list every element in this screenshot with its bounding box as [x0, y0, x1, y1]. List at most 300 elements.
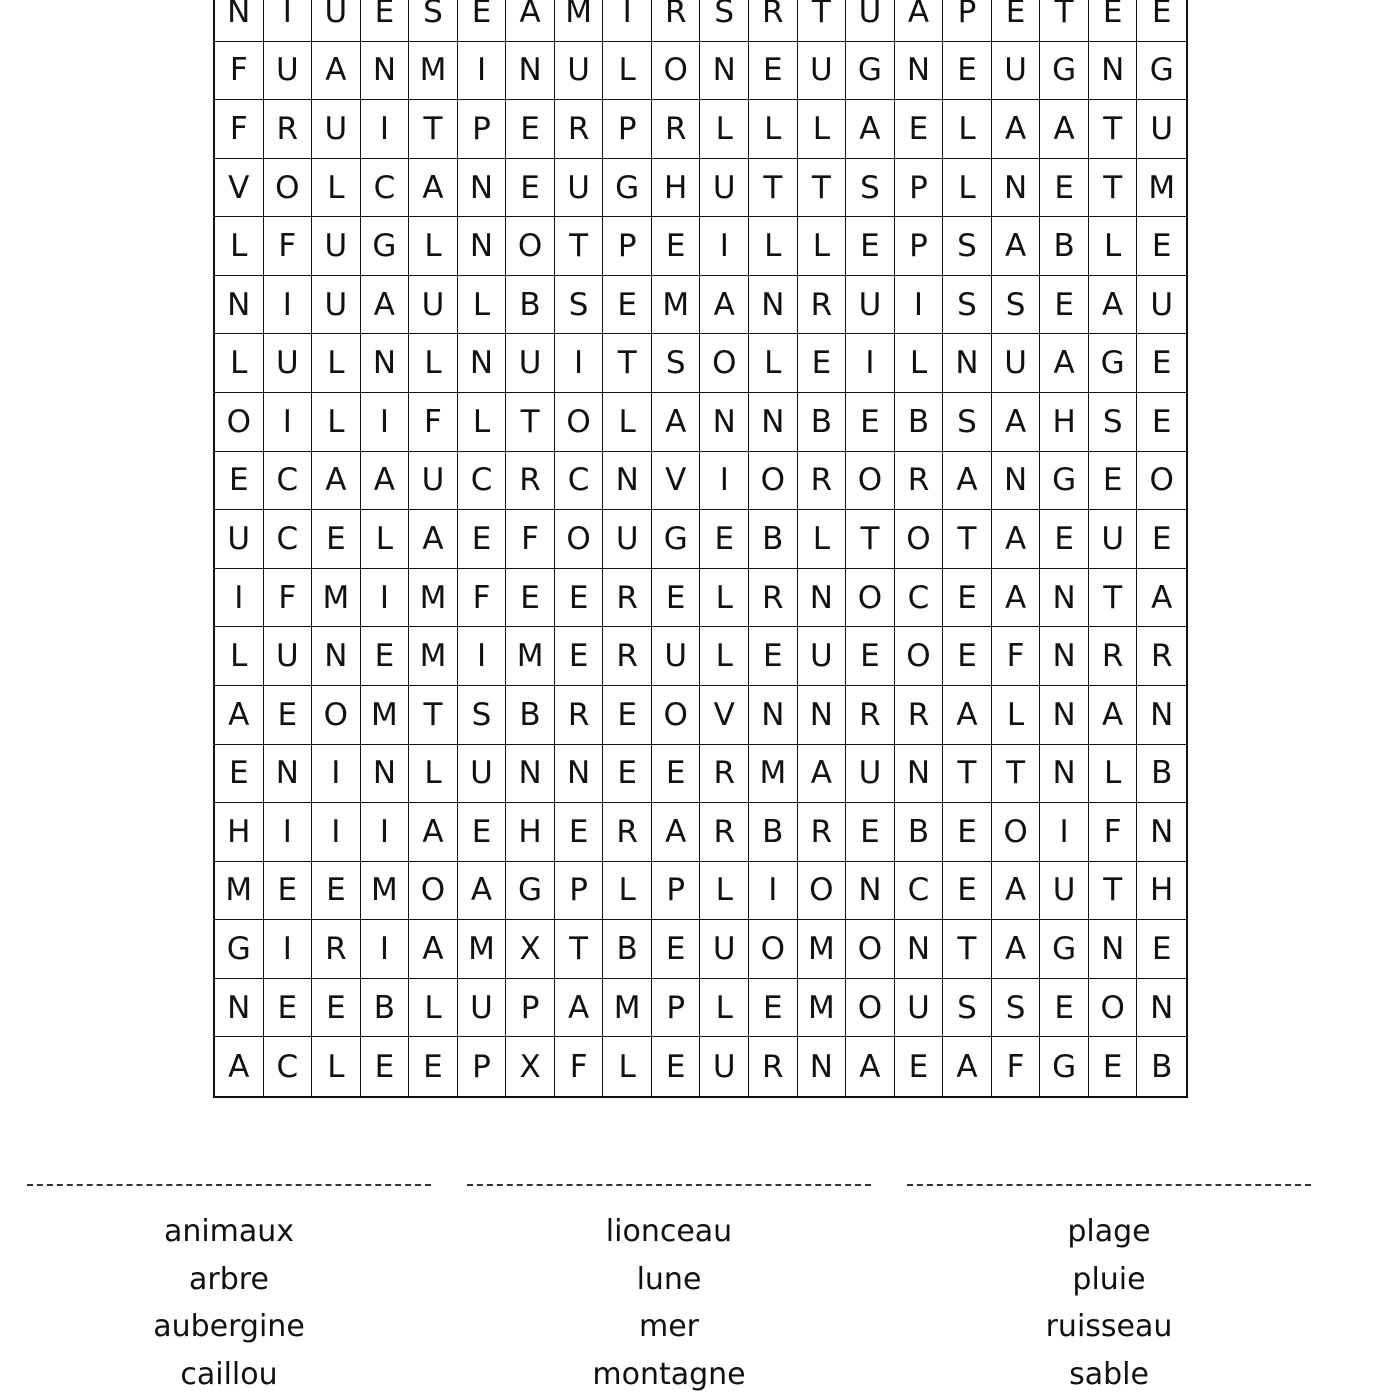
grid-cell[interactable]: S	[992, 979, 1041, 1038]
grid-cell[interactable]: C	[458, 452, 507, 511]
grid-cell[interactable]: T	[506, 393, 555, 452]
grid-cell[interactable]: E	[943, 569, 992, 628]
grid-cell[interactable]: B	[361, 979, 410, 1038]
grid-cell[interactable]: E	[555, 803, 604, 862]
grid-cell[interactable]: N	[603, 452, 652, 511]
grid-cell[interactable]: U	[312, 276, 361, 335]
grid-cell[interactable]: U	[264, 42, 313, 101]
grid-cell[interactable]: E	[992, 0, 1041, 42]
grid-cell[interactable]: A	[409, 159, 458, 218]
grid-cell[interactable]: O	[1137, 452, 1186, 511]
grid-cell[interactable]: A	[555, 979, 604, 1038]
grid-cell[interactable]: U	[798, 627, 847, 686]
grid-cell[interactable]: L	[215, 334, 264, 393]
grid-cell[interactable]: I	[361, 100, 410, 159]
grid-cell[interactable]: E	[943, 803, 992, 862]
grid-cell[interactable]: E	[652, 745, 701, 804]
grid-cell[interactable]: O	[215, 393, 264, 452]
grid-cell[interactable]: T	[603, 334, 652, 393]
grid-cell[interactable]: L	[943, 159, 992, 218]
grid-cell[interactable]: R	[312, 920, 361, 979]
grid-cell[interactable]: G	[361, 217, 410, 276]
grid-cell[interactable]: O	[846, 569, 895, 628]
grid-cell[interactable]: A	[458, 862, 507, 921]
grid-cell[interactable]: E	[555, 627, 604, 686]
word-list-item[interactable]: pluie	[1072, 1261, 1146, 1297]
grid-cell[interactable]: T	[943, 745, 992, 804]
grid-cell[interactable]: N	[749, 393, 798, 452]
grid-cell[interactable]: M	[312, 569, 361, 628]
grid-cell[interactable]: L	[409, 334, 458, 393]
grid-cell[interactable]: A	[1040, 100, 1089, 159]
grid-cell[interactable]: F	[1089, 803, 1138, 862]
grid-cell[interactable]: C	[895, 569, 944, 628]
grid-cell[interactable]: B	[749, 803, 798, 862]
grid-cell[interactable]: L	[458, 276, 507, 335]
grid-cell[interactable]: O	[555, 393, 604, 452]
grid-cell[interactable]: E	[458, 510, 507, 569]
grid-cell[interactable]: F	[458, 569, 507, 628]
grid-cell[interactable]: T	[409, 100, 458, 159]
grid-cell[interactable]: R	[895, 686, 944, 745]
grid-cell[interactable]: X	[506, 920, 555, 979]
grid-cell[interactable]: I	[361, 920, 410, 979]
grid-cell[interactable]: O	[846, 979, 895, 1038]
grid-cell[interactable]: X	[506, 1037, 555, 1096]
grid-cell[interactable]: C	[264, 510, 313, 569]
grid-cell[interactable]: I	[895, 276, 944, 335]
grid-cell[interactable]: U	[1137, 100, 1186, 159]
grid-cell[interactable]: V	[215, 159, 264, 218]
grid-cell[interactable]: R	[846, 686, 895, 745]
grid-cell[interactable]: F	[992, 627, 1041, 686]
grid-cell[interactable]: E	[603, 276, 652, 335]
grid-cell[interactable]: S	[992, 276, 1041, 335]
grid-cell[interactable]: H	[1040, 393, 1089, 452]
grid-cell[interactable]: H	[1137, 862, 1186, 921]
grid-cell[interactable]: O	[506, 217, 555, 276]
grid-cell[interactable]: S	[555, 276, 604, 335]
grid-cell[interactable]: M	[506, 627, 555, 686]
grid-cell[interactable]: H	[215, 803, 264, 862]
grid-cell[interactable]: E	[1137, 920, 1186, 979]
grid-cell[interactable]: U	[700, 1037, 749, 1096]
grid-cell[interactable]: I	[700, 217, 749, 276]
grid-cell[interactable]: U	[846, 0, 895, 42]
grid-cell[interactable]: O	[992, 803, 1041, 862]
grid-cell[interactable]: B	[506, 276, 555, 335]
grid-cell[interactable]: E	[409, 1037, 458, 1096]
grid-cell[interactable]: U	[652, 627, 701, 686]
grid-cell[interactable]: L	[700, 627, 749, 686]
grid-cell[interactable]: E	[652, 920, 701, 979]
grid-cell[interactable]: M	[409, 42, 458, 101]
grid-cell[interactable]: E	[749, 627, 798, 686]
grid-cell[interactable]: E	[798, 334, 847, 393]
grid-cell[interactable]: I	[264, 393, 313, 452]
grid-cell[interactable]: C	[555, 452, 604, 511]
word-list-item[interactable]: arbre	[189, 1261, 269, 1297]
grid-cell[interactable]: L	[749, 217, 798, 276]
grid-cell[interactable]: L	[943, 100, 992, 159]
grid-cell[interactable]: N	[458, 217, 507, 276]
grid-cell[interactable]: E	[846, 393, 895, 452]
grid-cell[interactable]: P	[652, 862, 701, 921]
grid-cell[interactable]: O	[652, 42, 701, 101]
grid-cell[interactable]: P	[506, 979, 555, 1038]
grid-cell[interactable]: T	[555, 217, 604, 276]
word-list-item[interactable]: plage	[1067, 1214, 1151, 1249]
grid-cell[interactable]: A	[992, 393, 1041, 452]
grid-cell[interactable]: S	[943, 393, 992, 452]
grid-cell[interactable]: F	[264, 217, 313, 276]
grid-cell[interactable]: A	[215, 686, 264, 745]
grid-cell[interactable]: O	[846, 920, 895, 979]
grid-cell[interactable]: E	[603, 745, 652, 804]
grid-cell[interactable]: S	[943, 276, 992, 335]
grid-cell[interactable]: F	[264, 569, 313, 628]
grid-cell[interactable]: E	[1089, 1037, 1138, 1096]
grid-cell[interactable]: L	[312, 393, 361, 452]
grid-cell[interactable]: N	[943, 334, 992, 393]
grid-cell[interactable]: U	[264, 334, 313, 393]
grid-cell[interactable]: F	[555, 1037, 604, 1096]
grid-cell[interactable]: M	[652, 276, 701, 335]
grid-cell[interactable]: E	[458, 803, 507, 862]
grid-cell[interactable]: R	[555, 100, 604, 159]
grid-cell[interactable]: A	[361, 452, 410, 511]
grid-cell[interactable]: N	[264, 745, 313, 804]
grid-cell[interactable]: I	[458, 627, 507, 686]
grid-cell[interactable]: T	[798, 0, 847, 42]
grid-cell[interactable]: N	[700, 393, 749, 452]
grid-cell[interactable]: N	[555, 745, 604, 804]
grid-cell[interactable]: N	[215, 0, 264, 42]
grid-cell[interactable]: G	[1040, 42, 1089, 101]
grid-cell[interactable]: M	[798, 979, 847, 1038]
grid-cell[interactable]: E	[943, 862, 992, 921]
grid-cell[interactable]: B	[798, 393, 847, 452]
grid-cell[interactable]: U	[409, 276, 458, 335]
grid-cell[interactable]: E	[215, 452, 264, 511]
grid-cell[interactable]: A	[992, 862, 1041, 921]
grid-cell[interactable]: A	[992, 920, 1041, 979]
grid-cell[interactable]: A	[992, 100, 1041, 159]
grid-cell[interactable]: N	[1040, 569, 1089, 628]
grid-cell[interactable]: L	[1089, 217, 1138, 276]
grid-cell[interactable]: N	[895, 42, 944, 101]
grid-cell[interactable]: S	[409, 0, 458, 42]
grid-cell[interactable]: N	[749, 276, 798, 335]
grid-cell[interactable]: I	[1040, 803, 1089, 862]
grid-cell[interactable]: N	[749, 686, 798, 745]
grid-cell[interactable]: M	[1137, 159, 1186, 218]
grid-cell[interactable]: E	[264, 686, 313, 745]
grid-cell[interactable]: R	[798, 803, 847, 862]
grid-cell[interactable]: O	[264, 159, 313, 218]
grid-cell[interactable]: A	[1040, 334, 1089, 393]
grid-cell[interactable]: U	[458, 745, 507, 804]
grid-cell[interactable]: U	[409, 452, 458, 511]
grid-cell[interactable]: R	[603, 627, 652, 686]
grid-cell[interactable]: U	[555, 159, 604, 218]
grid-cell[interactable]: E	[1137, 393, 1186, 452]
grid-cell[interactable]: A	[1089, 686, 1138, 745]
grid-cell[interactable]: I	[264, 276, 313, 335]
grid-cell[interactable]: P	[603, 217, 652, 276]
grid-cell[interactable]: C	[264, 1037, 313, 1096]
grid-cell[interactable]: E	[846, 627, 895, 686]
grid-cell[interactable]: M	[409, 627, 458, 686]
grid-cell[interactable]: E	[749, 42, 798, 101]
grid-cell[interactable]: E	[1137, 510, 1186, 569]
grid-cell[interactable]: S	[458, 686, 507, 745]
grid-cell[interactable]: U	[798, 42, 847, 101]
grid-cell[interactable]: E	[312, 862, 361, 921]
grid-cell[interactable]: T	[943, 510, 992, 569]
grid-cell[interactable]: M	[361, 862, 410, 921]
grid-cell[interactable]: L	[603, 1037, 652, 1096]
grid-cell[interactable]: M	[749, 745, 798, 804]
grid-cell[interactable]: O	[749, 452, 798, 511]
word-list-item[interactable]: mer	[638, 1309, 699, 1344]
grid-cell[interactable]: L	[992, 686, 1041, 745]
grid-cell[interactable]: L	[409, 745, 458, 804]
grid-cell[interactable]: I	[264, 803, 313, 862]
grid-cell[interactable]: R	[895, 452, 944, 511]
grid-cell[interactable]: N	[1040, 686, 1089, 745]
word-list-item[interactable]: caillou	[180, 1356, 278, 1392]
grid-cell[interactable]: N	[361, 42, 410, 101]
grid-cell[interactable]: E	[506, 569, 555, 628]
word-list-item[interactable]: montagne	[592, 1356, 746, 1392]
grid-cell[interactable]: E	[652, 217, 701, 276]
grid-cell[interactable]: R	[264, 100, 313, 159]
grid-cell[interactable]: V	[652, 452, 701, 511]
grid-cell[interactable]: U	[506, 334, 555, 393]
grid-cell[interactable]: I	[215, 569, 264, 628]
grid-cell[interactable]: L	[749, 100, 798, 159]
grid-cell[interactable]: I	[555, 334, 604, 393]
grid-cell[interactable]: I	[361, 803, 410, 862]
grid-cell[interactable]: L	[798, 510, 847, 569]
grid-cell[interactable]: O	[749, 920, 798, 979]
grid-cell[interactable]: A	[992, 510, 1041, 569]
grid-cell[interactable]: L	[409, 217, 458, 276]
grid-cell[interactable]: T	[943, 920, 992, 979]
grid-cell[interactable]: R	[798, 452, 847, 511]
grid-cell[interactable]: I	[361, 569, 410, 628]
grid-cell[interactable]: G	[846, 42, 895, 101]
grid-cell[interactable]: I	[312, 803, 361, 862]
grid-cell[interactable]: F	[215, 42, 264, 101]
grid-cell[interactable]: R	[749, 569, 798, 628]
grid-cell[interactable]: A	[895, 0, 944, 42]
grid-cell[interactable]: O	[798, 862, 847, 921]
grid-cell[interactable]: A	[312, 42, 361, 101]
grid-cell[interactable]: F	[992, 1037, 1041, 1096]
grid-cell[interactable]: T	[1089, 100, 1138, 159]
word-list-item[interactable]: lionceau	[605, 1214, 733, 1249]
grid-cell[interactable]: E	[895, 1037, 944, 1096]
grid-cell[interactable]: G	[1040, 920, 1089, 979]
grid-cell[interactable]: C	[264, 452, 313, 511]
grid-cell[interactable]: B	[895, 393, 944, 452]
grid-cell[interactable]: B	[1040, 217, 1089, 276]
grid-cell[interactable]: N	[992, 452, 1041, 511]
grid-cell[interactable]: M	[215, 862, 264, 921]
grid-cell[interactable]: L	[1089, 745, 1138, 804]
grid-cell[interactable]: O	[312, 686, 361, 745]
grid-cell[interactable]: E	[361, 0, 410, 42]
grid-cell[interactable]: A	[409, 920, 458, 979]
grid-cell[interactable]: G	[506, 862, 555, 921]
grid-cell[interactable]: B	[1137, 745, 1186, 804]
grid-cell[interactable]: S	[943, 979, 992, 1038]
grid-cell[interactable]: E	[1040, 510, 1089, 569]
grid-cell[interactable]: U	[992, 42, 1041, 101]
grid-cell[interactable]: P	[943, 0, 992, 42]
grid-cell[interactable]: E	[1089, 452, 1138, 511]
grid-cell[interactable]: S	[700, 0, 749, 42]
grid-cell[interactable]: N	[798, 1037, 847, 1096]
grid-cell[interactable]: A	[506, 0, 555, 42]
grid-cell[interactable]: F	[215, 100, 264, 159]
grid-cell[interactable]: I	[700, 452, 749, 511]
grid-cell[interactable]: H	[506, 803, 555, 862]
grid-cell[interactable]: I	[603, 0, 652, 42]
grid-cell[interactable]: T	[798, 159, 847, 218]
grid-cell[interactable]: U	[846, 276, 895, 335]
grid-cell[interactable]: N	[1137, 686, 1186, 745]
grid-cell[interactable]: E	[555, 569, 604, 628]
grid-cell[interactable]: L	[603, 862, 652, 921]
grid-cell[interactable]: L	[409, 979, 458, 1038]
grid-cell[interactable]: A	[361, 276, 410, 335]
grid-cell[interactable]: N	[1137, 803, 1186, 862]
grid-cell[interactable]: U	[700, 920, 749, 979]
grid-cell[interactable]: U	[895, 979, 944, 1038]
grid-cell[interactable]: P	[603, 100, 652, 159]
grid-cell[interactable]: A	[992, 217, 1041, 276]
grid-cell[interactable]: N	[1089, 42, 1138, 101]
grid-cell[interactable]: L	[749, 334, 798, 393]
grid-cell[interactable]: P	[458, 1037, 507, 1096]
grid-cell[interactable]: E	[458, 0, 507, 42]
word-list-item[interactable]: lune	[636, 1261, 702, 1297]
grid-cell[interactable]: E	[1137, 0, 1186, 42]
grid-cell[interactable]: E	[1040, 979, 1089, 1038]
grid-cell[interactable]: O	[700, 334, 749, 393]
grid-cell[interactable]: G	[215, 920, 264, 979]
grid-cell[interactable]: A	[943, 452, 992, 511]
grid-cell[interactable]: E	[506, 100, 555, 159]
grid-cell[interactable]: N	[895, 745, 944, 804]
grid-cell[interactable]: U	[555, 42, 604, 101]
grid-cell[interactable]: U	[1040, 862, 1089, 921]
grid-cell[interactable]: S	[943, 217, 992, 276]
grid-cell[interactable]: I	[749, 862, 798, 921]
grid-cell[interactable]: L	[700, 979, 749, 1038]
grid-cell[interactable]: I	[846, 334, 895, 393]
grid-cell[interactable]: U	[603, 510, 652, 569]
grid-cell[interactable]: E	[943, 627, 992, 686]
grid-cell[interactable]: E	[652, 569, 701, 628]
grid-cell[interactable]: S	[1089, 393, 1138, 452]
grid-cell[interactable]: A	[846, 1037, 895, 1096]
grid-cell[interactable]: M	[798, 920, 847, 979]
grid-cell[interactable]: N	[700, 42, 749, 101]
grid-cell[interactable]: M	[409, 569, 458, 628]
grid-cell[interactable]: R	[749, 1037, 798, 1096]
grid-cell[interactable]: A	[409, 803, 458, 862]
grid-cell[interactable]: P	[458, 100, 507, 159]
grid-cell[interactable]: U	[992, 334, 1041, 393]
grid-cell[interactable]: B	[895, 803, 944, 862]
grid-cell[interactable]: A	[700, 276, 749, 335]
grid-cell[interactable]: U	[1089, 510, 1138, 569]
grid-cell[interactable]: L	[215, 217, 264, 276]
grid-cell[interactable]: A	[943, 686, 992, 745]
grid-cell[interactable]: N	[798, 686, 847, 745]
grid-cell[interactable]: N	[361, 745, 410, 804]
grid-cell[interactable]: P	[895, 159, 944, 218]
grid-cell[interactable]: R	[555, 686, 604, 745]
grid-cell[interactable]: U	[700, 159, 749, 218]
grid-cell[interactable]: E	[215, 745, 264, 804]
grid-cell[interactable]: T	[749, 159, 798, 218]
grid-cell[interactable]: E	[1137, 217, 1186, 276]
grid-cell[interactable]: A	[409, 510, 458, 569]
grid-cell[interactable]: L	[798, 217, 847, 276]
grid-cell[interactable]: N	[215, 979, 264, 1038]
grid-cell[interactable]: B	[506, 686, 555, 745]
grid-cell[interactable]: N	[215, 276, 264, 335]
grid-cell[interactable]: A	[798, 745, 847, 804]
grid-cell[interactable]: U	[264, 627, 313, 686]
grid-cell[interactable]: E	[846, 803, 895, 862]
grid-cell[interactable]: E	[895, 100, 944, 159]
grid-cell[interactable]: B	[749, 510, 798, 569]
grid-cell[interactable]: L	[458, 393, 507, 452]
grid-cell[interactable]: L	[361, 510, 410, 569]
grid-cell[interactable]: O	[409, 862, 458, 921]
grid-cell[interactable]: N	[798, 569, 847, 628]
grid-cell[interactable]: G	[1089, 334, 1138, 393]
grid-cell[interactable]: U	[215, 510, 264, 569]
grid-cell[interactable]: A	[846, 100, 895, 159]
grid-cell[interactable]: N	[506, 745, 555, 804]
grid-cell[interactable]: M	[361, 686, 410, 745]
grid-cell[interactable]: T	[555, 920, 604, 979]
grid-cell[interactable]: N	[312, 627, 361, 686]
grid-cell[interactable]: C	[361, 159, 410, 218]
grid-cell[interactable]: F	[409, 393, 458, 452]
grid-cell[interactable]: G	[1040, 1037, 1089, 1096]
grid-cell[interactable]: V	[700, 686, 749, 745]
grid-cell[interactable]: P	[555, 862, 604, 921]
grid-cell[interactable]: O	[846, 452, 895, 511]
grid-cell[interactable]: F	[506, 510, 555, 569]
word-list-item[interactable]: aubergine	[153, 1309, 305, 1344]
grid-cell[interactable]: I	[312, 745, 361, 804]
grid-cell[interactable]: U	[846, 745, 895, 804]
grid-cell[interactable]: R	[1089, 627, 1138, 686]
grid-cell[interactable]: O	[895, 627, 944, 686]
grid-cell[interactable]: L	[700, 862, 749, 921]
grid-cell[interactable]: E	[943, 42, 992, 101]
grid-cell[interactable]: T	[1089, 569, 1138, 628]
